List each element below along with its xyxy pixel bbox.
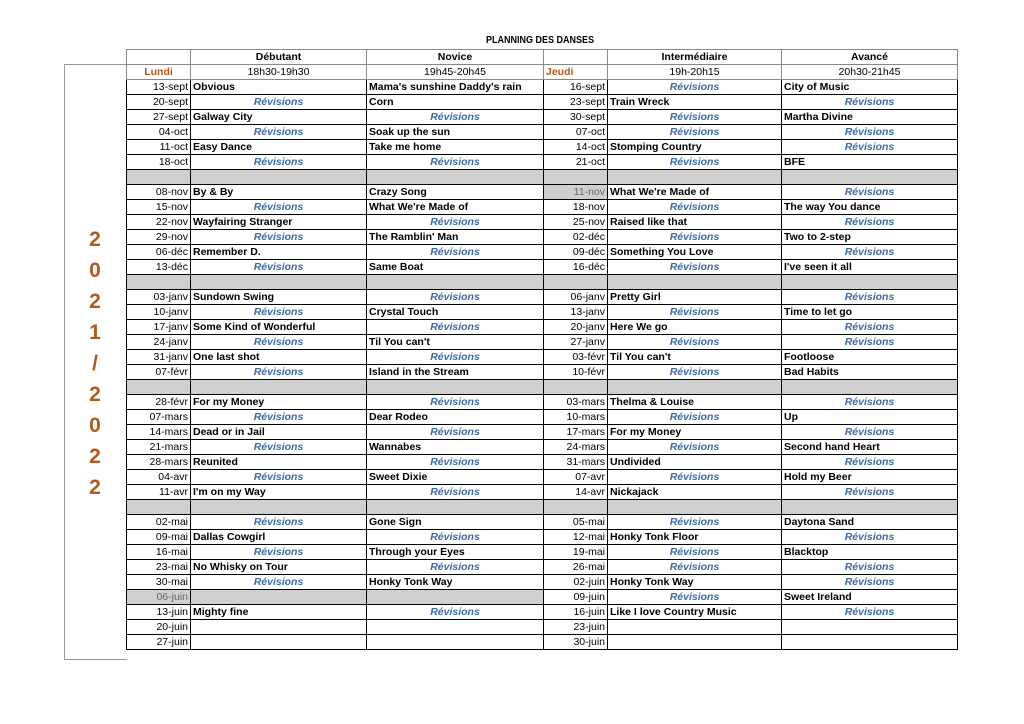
schedule-row	[127, 140, 958, 155]
separator-cell	[782, 500, 958, 515]
date-cell: 03-mars	[544, 395, 608, 410]
separator-cell	[191, 275, 367, 290]
dance-cell: Island in the Stream	[367, 365, 544, 380]
time-intermediaire: 19h-20h15	[608, 65, 782, 80]
year-char: 1	[89, 321, 101, 344]
section-separator	[127, 500, 958, 515]
date-cell: 12-mai	[544, 530, 608, 545]
date-cell: 25-nov	[544, 215, 608, 230]
schedule-row	[127, 155, 958, 170]
date-cell: 30-mai	[127, 575, 191, 590]
dance-cell: Footloose	[782, 350, 958, 365]
dance-cell: Same Boat	[367, 260, 544, 275]
schedule-row	[127, 575, 958, 590]
dance-cell: Daytona Sand	[782, 515, 958, 530]
dance-cell: Undivided	[608, 455, 782, 470]
separator-cell	[544, 170, 608, 185]
date-cell: 13-janv	[544, 305, 608, 320]
date-cell: 21-oct	[544, 155, 608, 170]
dance-cell: Martha Divine	[782, 110, 958, 125]
dance-cell: Dead or in Jail	[191, 425, 367, 440]
date-cell: 17-mars	[544, 425, 608, 440]
dance-cell	[367, 620, 544, 635]
dance-cell: For my Money	[608, 425, 782, 440]
revisions-cell: Révisions	[608, 230, 782, 245]
revisions-cell: Révisions	[782, 395, 958, 410]
dance-cell: Bad Habits	[782, 365, 958, 380]
revisions-cell: Révisions	[782, 605, 958, 620]
schedule-row	[127, 230, 958, 245]
schedule-row	[127, 410, 958, 425]
dance-cell: Mighty fine	[191, 605, 367, 620]
dance-cell: Train Wreck	[608, 95, 782, 110]
dance-cell: Blacktop	[782, 545, 958, 560]
dance-cell: Corn	[367, 95, 544, 110]
schedule-row	[127, 185, 958, 200]
date-cell: 31-mars	[544, 455, 608, 470]
date-cell: 11-oct	[127, 140, 191, 155]
schedule-row	[127, 440, 958, 455]
dance-cell	[782, 635, 958, 650]
date-cell: 04-avr	[127, 470, 191, 485]
header-blank	[544, 50, 608, 65]
section-separator	[127, 380, 958, 395]
separator-cell	[782, 275, 958, 290]
revisions-cell: Révisions	[608, 335, 782, 350]
date-cell: 09-juin	[544, 590, 608, 605]
date-cell: 26-mai	[544, 560, 608, 575]
date-cell: 14-avr	[544, 485, 608, 500]
revisions-cell: Révisions	[782, 425, 958, 440]
date-cell: 08-nov	[127, 185, 191, 200]
dance-cell: Stomping Country	[608, 140, 782, 155]
schedule-row	[127, 530, 958, 545]
dance-cell: Easy Dance	[191, 140, 367, 155]
schedule-row	[127, 335, 958, 350]
separator-cell	[782, 170, 958, 185]
schedule-row	[127, 95, 958, 110]
time-avance: 20h30-21h45	[782, 65, 958, 80]
dance-cell: No Whisky on Tour	[191, 560, 367, 575]
date-cell: 03-févr	[544, 350, 608, 365]
schedule-row	[127, 260, 958, 275]
revisions-cell: Révisions	[608, 515, 782, 530]
schedule-row	[127, 200, 958, 215]
dance-cell: Til You can't	[367, 335, 544, 350]
dance-cell	[191, 635, 367, 650]
revisions-cell: Révisions	[367, 350, 544, 365]
revisions-cell: Révisions	[782, 185, 958, 200]
revisions-cell: Révisions	[608, 545, 782, 560]
date-cell: 02-mai	[127, 515, 191, 530]
separator-cell	[544, 275, 608, 290]
dance-cell: Honky Tonk Floor	[608, 530, 782, 545]
revisions-cell: Révisions	[608, 410, 782, 425]
dance-cell: The way You dance	[782, 200, 958, 215]
date-cell: 05-mai	[544, 515, 608, 530]
dance-cell: Mama's sunshine Daddy's rain	[367, 80, 544, 95]
separator-cell	[191, 170, 367, 185]
date-cell: 17-janv	[127, 320, 191, 335]
dance-cell: Take me home	[367, 140, 544, 155]
dance-cell: Thelma & Louise	[608, 395, 782, 410]
dance-cell: Wannabes	[367, 440, 544, 455]
date-cell: 20-janv	[544, 320, 608, 335]
revisions-cell: Révisions	[367, 425, 544, 440]
date-cell: 16-déc	[544, 260, 608, 275]
date-cell: 23-juin	[544, 620, 608, 635]
separator-cell	[608, 380, 782, 395]
date-cell: 18-oct	[127, 155, 191, 170]
dance-cell: Like I love Country Music	[608, 605, 782, 620]
schedule-row	[127, 365, 958, 380]
dance-cell	[608, 620, 782, 635]
separator-cell	[782, 380, 958, 395]
date-cell: 27-sept	[127, 110, 191, 125]
date-cell: 14-oct	[544, 140, 608, 155]
revisions-cell: Révisions	[608, 80, 782, 95]
separator-cell	[608, 170, 782, 185]
revisions-cell: Révisions	[191, 230, 367, 245]
dance-cell	[191, 590, 367, 605]
date-cell: 10-janv	[127, 305, 191, 320]
schedule-row	[127, 215, 958, 230]
revisions-cell: Révisions	[191, 95, 367, 110]
date-cell: 04-oct	[127, 125, 191, 140]
date-cell: 21-mars	[127, 440, 191, 455]
day-lundi: Lundi	[127, 65, 191, 80]
revisions-cell: Révisions	[608, 305, 782, 320]
dance-cell: Sweet Dixie	[367, 470, 544, 485]
date-cell: 07-févr	[127, 365, 191, 380]
level-novice: Novice	[367, 50, 544, 65]
schedule-row	[127, 80, 958, 95]
dance-cell: Dear Rodeo	[367, 410, 544, 425]
separator-cell	[367, 380, 544, 395]
dance-cell: Up	[782, 410, 958, 425]
dance-cell: Reunited	[191, 455, 367, 470]
revisions-cell: Révisions	[191, 575, 367, 590]
time-novice: 19h45-20h45	[367, 65, 544, 80]
year-char: 0	[89, 259, 101, 282]
revisions-cell: Révisions	[608, 590, 782, 605]
revisions-cell: Révisions	[191, 440, 367, 455]
dance-cell: City of Music	[782, 80, 958, 95]
date-cell: 20-juin	[127, 620, 191, 635]
separator-cell	[367, 170, 544, 185]
date-cell: 19-mai	[544, 545, 608, 560]
separator-cell	[127, 275, 191, 290]
revisions-cell: Révisions	[782, 290, 958, 305]
section-separator	[127, 275, 958, 290]
revisions-cell: Révisions	[367, 560, 544, 575]
level-debutant: Débutant	[191, 50, 367, 65]
revisions-cell: Révisions	[608, 125, 782, 140]
date-cell: 02-juin	[544, 575, 608, 590]
section-separator	[127, 170, 958, 185]
dance-cell: Crazy Song	[367, 185, 544, 200]
dance-cell: By & By	[191, 185, 367, 200]
schedule-row	[127, 515, 958, 530]
revisions-cell: Révisions	[191, 470, 367, 485]
day-jeudi: Jeudi	[544, 65, 608, 80]
schedule-row	[127, 110, 958, 125]
dance-cell: What We're Made of	[608, 185, 782, 200]
date-cell: 16-sept	[544, 80, 608, 95]
revisions-cell: Révisions	[782, 215, 958, 230]
year-char: /	[92, 352, 98, 375]
date-cell: 07-avr	[544, 470, 608, 485]
date-cell: 29-nov	[127, 230, 191, 245]
dance-cell: I'm on my Way	[191, 485, 367, 500]
date-cell: 18-nov	[544, 200, 608, 215]
revisions-cell: Révisions	[367, 245, 544, 260]
date-cell: 06-juin	[127, 590, 191, 605]
level-intermediaire: Intermédiaire	[608, 50, 782, 65]
date-cell: 09-mai	[127, 530, 191, 545]
revisions-cell: Révisions	[367, 530, 544, 545]
revisions-cell: Révisions	[191, 365, 367, 380]
dance-cell	[367, 590, 544, 605]
date-cell: 13-déc	[127, 260, 191, 275]
dance-cell: Sweet Ireland	[782, 590, 958, 605]
schedule-row	[127, 620, 958, 635]
revisions-cell: Révisions	[608, 560, 782, 575]
separator-cell	[544, 500, 608, 515]
revisions-cell: Révisions	[608, 155, 782, 170]
revisions-cell: Révisions	[367, 320, 544, 335]
date-cell: 03-janv	[127, 290, 191, 305]
revisions-cell: Révisions	[608, 260, 782, 275]
header-blank	[127, 50, 191, 65]
date-cell: 09-déc	[544, 245, 608, 260]
revisions-cell: Révisions	[608, 470, 782, 485]
date-cell: 24-janv	[127, 335, 191, 350]
year-char: 2	[89, 445, 101, 468]
schedule-row	[127, 425, 958, 440]
separator-cell	[367, 275, 544, 290]
schedule-row	[127, 395, 958, 410]
schedule-row	[127, 290, 958, 305]
date-cell: 16-mai	[127, 545, 191, 560]
dance-cell: One last shot	[191, 350, 367, 365]
dance-cell: Two to 2-step	[782, 230, 958, 245]
dance-cell: Some Kind of Wonderful	[191, 320, 367, 335]
revisions-cell: Révisions	[191, 200, 367, 215]
revisions-cell: Révisions	[782, 560, 958, 575]
schedule-table	[126, 49, 958, 650]
date-cell: 22-nov	[127, 215, 191, 230]
dance-cell: Dallas Cowgirl	[191, 530, 367, 545]
revisions-cell: Révisions	[191, 545, 367, 560]
year-char: 2	[89, 383, 101, 406]
dance-cell: Obvious	[191, 80, 367, 95]
date-cell: 15-nov	[127, 200, 191, 215]
dance-cell: Raised like that	[608, 215, 782, 230]
year-char: 2	[89, 476, 101, 499]
dance-cell: Galway City	[191, 110, 367, 125]
revisions-cell: Révisions	[782, 140, 958, 155]
date-cell: 11-avr	[127, 485, 191, 500]
schedule-row	[127, 545, 958, 560]
schedule-row	[127, 245, 958, 260]
dance-cell: Here We go	[608, 320, 782, 335]
level-header-row	[127, 50, 958, 65]
dance-cell	[608, 635, 782, 650]
schedule-row	[127, 605, 958, 620]
time-debutant: 18h30-19h30	[191, 65, 367, 80]
date-cell: 07-mars	[127, 410, 191, 425]
date-cell: 31-janv	[127, 350, 191, 365]
dance-cell: Honky Tonk Way	[608, 575, 782, 590]
dance-cell: Soak up the sun	[367, 125, 544, 140]
dance-cell: Remember D.	[191, 245, 367, 260]
dance-cell	[191, 620, 367, 635]
revisions-cell: Révisions	[367, 290, 544, 305]
date-cell: 27-janv	[544, 335, 608, 350]
revisions-cell: Révisions	[367, 605, 544, 620]
date-cell: 06-déc	[127, 245, 191, 260]
dance-cell: Crystal Touch	[367, 305, 544, 320]
revisions-cell: Révisions	[782, 575, 958, 590]
revisions-cell: Révisions	[191, 515, 367, 530]
date-cell: 14-mars	[127, 425, 191, 440]
revisions-cell: Révisions	[367, 455, 544, 470]
year-char: 0	[89, 414, 101, 437]
schedule-row	[127, 305, 958, 320]
revisions-cell: Révisions	[191, 155, 367, 170]
level-avance: Avancé	[782, 50, 958, 65]
dance-cell: The Ramblin' Man	[367, 230, 544, 245]
date-cell: 30-juin	[544, 635, 608, 650]
date-cell: 10-févr	[544, 365, 608, 380]
date-cell: 23-sept	[544, 95, 608, 110]
date-cell: 06-janv	[544, 290, 608, 305]
date-cell: 24-mars	[544, 440, 608, 455]
revisions-cell: Révisions	[782, 335, 958, 350]
separator-cell	[191, 500, 367, 515]
revisions-cell: Révisions	[782, 530, 958, 545]
revisions-cell: Révisions	[782, 95, 958, 110]
dance-cell: Wayfairing Stranger	[191, 215, 367, 230]
revisions-cell: Révisions	[782, 455, 958, 470]
schedule-row	[127, 455, 958, 470]
separator-cell	[608, 500, 782, 515]
revisions-cell: Révisions	[367, 110, 544, 125]
dance-cell: Honky Tonk Way	[367, 575, 544, 590]
date-cell: 07-oct	[544, 125, 608, 140]
schedule-row	[127, 320, 958, 335]
revisions-cell: Révisions	[608, 200, 782, 215]
date-cell: 23-mai	[127, 560, 191, 575]
dance-cell: Through your Eyes	[367, 545, 544, 560]
date-cell: 13-sept	[127, 80, 191, 95]
separator-cell	[544, 380, 608, 395]
revisions-cell: Révisions	[367, 215, 544, 230]
date-cell: 02-déc	[544, 230, 608, 245]
revisions-cell: Révisions	[367, 395, 544, 410]
separator-cell	[191, 380, 367, 395]
date-cell: 11-nov	[544, 185, 608, 200]
year-char: 2	[89, 228, 101, 251]
year-char: 2	[89, 290, 101, 313]
date-cell: 27-juin	[127, 635, 191, 650]
date-cell: 28-févr	[127, 395, 191, 410]
schedule-row	[127, 560, 958, 575]
schedule-row	[127, 125, 958, 140]
dance-cell: Gone Sign	[367, 515, 544, 530]
dance-cell: Sundown Swing	[191, 290, 367, 305]
separator-cell	[608, 275, 782, 290]
revisions-cell: Révisions	[608, 110, 782, 125]
dance-cell: For my Money	[191, 395, 367, 410]
dance-cell	[367, 635, 544, 650]
dance-cell: Pretty Girl	[608, 290, 782, 305]
dance-cell: BFE	[782, 155, 958, 170]
date-cell: 16-juin	[544, 605, 608, 620]
revisions-cell: Révisions	[782, 125, 958, 140]
revisions-cell: Révisions	[608, 440, 782, 455]
revisions-cell: Révisions	[191, 305, 367, 320]
schedule-row	[127, 590, 958, 605]
revisions-cell: Révisions	[191, 260, 367, 275]
dance-cell: Time to let go	[782, 305, 958, 320]
schedule-row	[127, 470, 958, 485]
schedule-row	[127, 350, 958, 365]
separator-cell	[127, 380, 191, 395]
separator-cell	[367, 500, 544, 515]
date-cell: 13-juin	[127, 605, 191, 620]
dance-cell: Nickajack	[608, 485, 782, 500]
revisions-cell: Révisions	[367, 155, 544, 170]
revisions-cell: Révisions	[367, 485, 544, 500]
schedule-row	[127, 635, 958, 650]
revisions-cell: Révisions	[782, 485, 958, 500]
revisions-cell: Révisions	[191, 335, 367, 350]
separator-cell	[127, 500, 191, 515]
dance-cell: What We're Made of	[367, 200, 544, 215]
date-cell: 10-mars	[544, 410, 608, 425]
revisions-cell: Révisions	[782, 245, 958, 260]
revisions-cell: Révisions	[782, 320, 958, 335]
dance-cell: Second hand Heart	[782, 440, 958, 455]
time-header-row	[127, 65, 958, 80]
dance-cell: I've seen it all	[782, 260, 958, 275]
date-cell: 28-mars	[127, 455, 191, 470]
dance-cell: Something You Love	[608, 245, 782, 260]
page-title: PLANNING DES DANSES	[485, 35, 594, 46]
revisions-cell: Révisions	[608, 365, 782, 380]
schedule-row	[127, 485, 958, 500]
dance-cell: Hold my Beer	[782, 470, 958, 485]
date-cell: 20-sept	[127, 95, 191, 110]
revisions-cell: Révisions	[191, 410, 367, 425]
revisions-cell: Révisions	[191, 125, 367, 140]
dance-cell: Til You can't	[608, 350, 782, 365]
dance-cell	[782, 620, 958, 635]
date-cell: 30-sept	[544, 110, 608, 125]
separator-cell	[127, 170, 191, 185]
